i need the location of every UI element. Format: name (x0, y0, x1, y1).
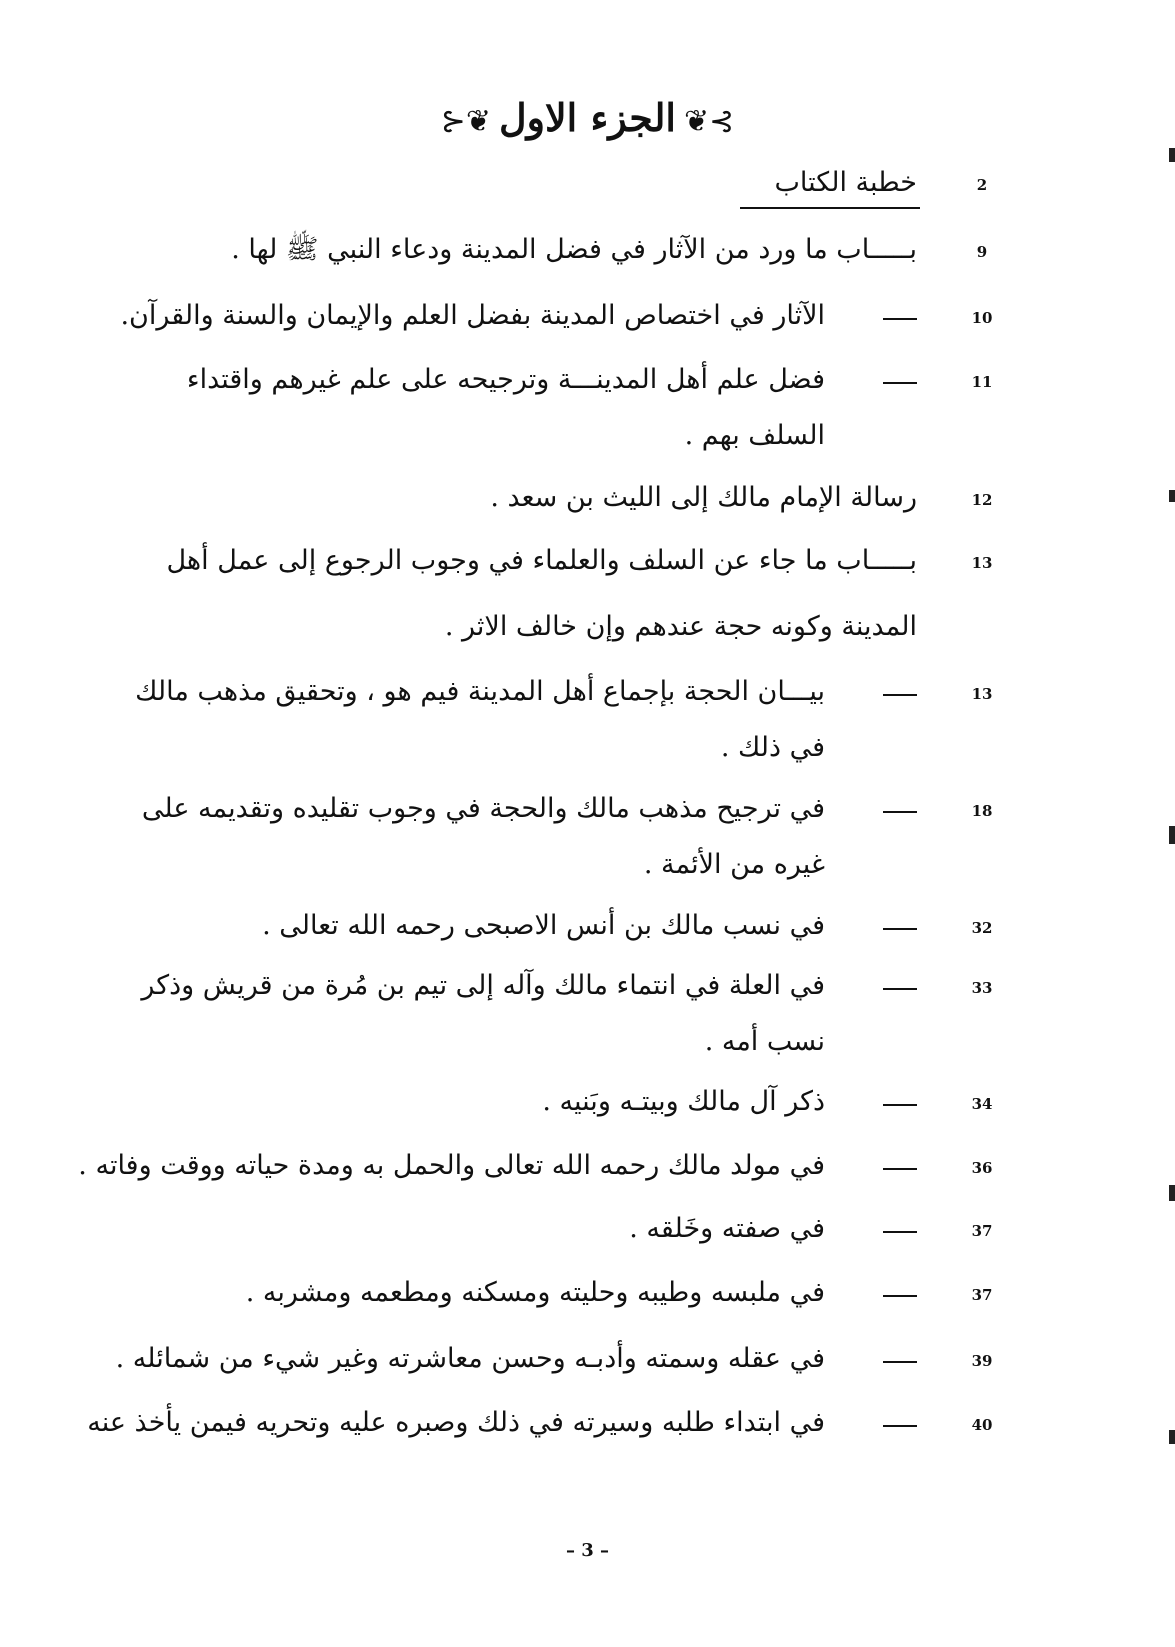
entry-text: في مولد مالك رحمه الله تعالى والحمل به ومدة حياته ووقت وفاته . (78, 1150, 825, 1181)
entry-page-number: 10 (971, 309, 993, 327)
entry-text: رسالة الإمام مالك إلى الليث بن سعد . (490, 482, 917, 513)
entry-page-number: 33 (971, 979, 993, 997)
ornament-left-icon: ❦⊰ (440, 104, 492, 139)
entry-text-line1: بـــــاب ما جاء عن السلف والعلماء في وجوب الرجوع إلى عمل أهل (166, 545, 917, 576)
entry-page-number: 12 (971, 491, 993, 509)
entry-text-line2: غيره من الأئمة . (643, 849, 825, 880)
scan-edge-mark (1169, 1185, 1175, 1201)
entry-page-number: 34 (971, 1095, 993, 1113)
heading-text: الجزء الاول (499, 95, 676, 140)
ornament-right-icon: ⊱❦ (683, 104, 735, 139)
entry-text: الآثار في اختصاص المدينة بفضل العلم والإيمان والسنة والقرآن. (120, 300, 825, 331)
entry-text: خطبة الكتاب (774, 167, 917, 198)
entry-text-line2: في ذلك . (720, 732, 825, 763)
dash-mark (883, 1168, 917, 1170)
entry-text-line2: السلف بهم . (684, 420, 825, 451)
entry-page-number: 32 (971, 919, 993, 937)
title-underline (740, 207, 920, 209)
entry-page-number: 18 (971, 802, 993, 820)
entry-page-number: 37 (971, 1286, 993, 1304)
dash-mark (883, 694, 917, 696)
section-heading (0, 95, 1175, 140)
dash-mark (883, 928, 917, 930)
entry-text: في ملبسه وطيبه وحليته ومسكنه ومطعمه ومشربه . (245, 1277, 825, 1308)
entry-text-line1: بيـــان الحجة بإجماع أهل المدينة فيم هو ، وتحقيق مذهب مالك (135, 676, 825, 707)
scan-edge-mark (1169, 1430, 1175, 1444)
dash-mark (883, 1231, 917, 1233)
entry-text-line1: فضل علم أهل المدينـــة وترجيحه على علم غيرهم واقتداء (186, 364, 825, 395)
dash-mark (883, 318, 917, 320)
scan-edge-mark (1169, 148, 1175, 162)
dash-mark (883, 1104, 917, 1106)
entry-page-number: 13 (971, 554, 993, 572)
scan-edge-mark (1169, 826, 1175, 844)
entry-page-number: 40 (971, 1416, 993, 1434)
entry-text: بـــــاب ما ورد من الآثار في فضل المدينة ودعاء النبي ﷺ لها . (231, 234, 917, 265)
dash-mark (883, 988, 917, 990)
entry-text: في عقله وسمته وأدبـه وحسن معاشرته وغير شيء من شمائله . (115, 1343, 825, 1374)
entry-page-number: 9 (976, 243, 988, 261)
entry-page-number: 36 (971, 1159, 993, 1177)
entry-text-line2: نسب أمه . (704, 1026, 825, 1057)
entry-page-number: 11 (971, 373, 993, 391)
entry-text: ذكر آل مالك وبيتـه وبَنيه . (542, 1086, 825, 1117)
entry-text-line1: في ترجيح مذهب مالك والحجة في وجوب تقليده وتقديمه على (141, 793, 825, 824)
dash-mark (883, 1425, 917, 1427)
scan-edge-mark (1169, 490, 1175, 502)
entry-page-number: 2 (976, 176, 988, 194)
entry-text: في ابتداء طلبه وسيرته في ذلك وصبره عليه وتحريه فيمن يأخذ عنه (87, 1407, 825, 1438)
dash-mark (883, 382, 917, 384)
dash-mark (883, 1295, 917, 1297)
entry-text-line2: المدينة وكونه حجة عندهم وإن خالف الاثر . (444, 611, 917, 642)
entry-text: في صفته وخَلقه . (629, 1213, 825, 1244)
entry-page-number: 13 (971, 685, 993, 703)
entry-page-number: 37 (971, 1222, 993, 1240)
dash-mark (883, 811, 917, 813)
entry-page-number: 39 (971, 1352, 993, 1370)
dash-mark (883, 1361, 917, 1363)
entry-text: في نسب مالك بن أنس الاصبحى رحمه الله تعالى . (262, 910, 825, 941)
page-number: – 3 – (565, 1540, 610, 1561)
entry-text-line1: في العلة في انتماء مالك وآله إلى تيم بن مُرة من قريش وذكر (141, 970, 825, 1001)
